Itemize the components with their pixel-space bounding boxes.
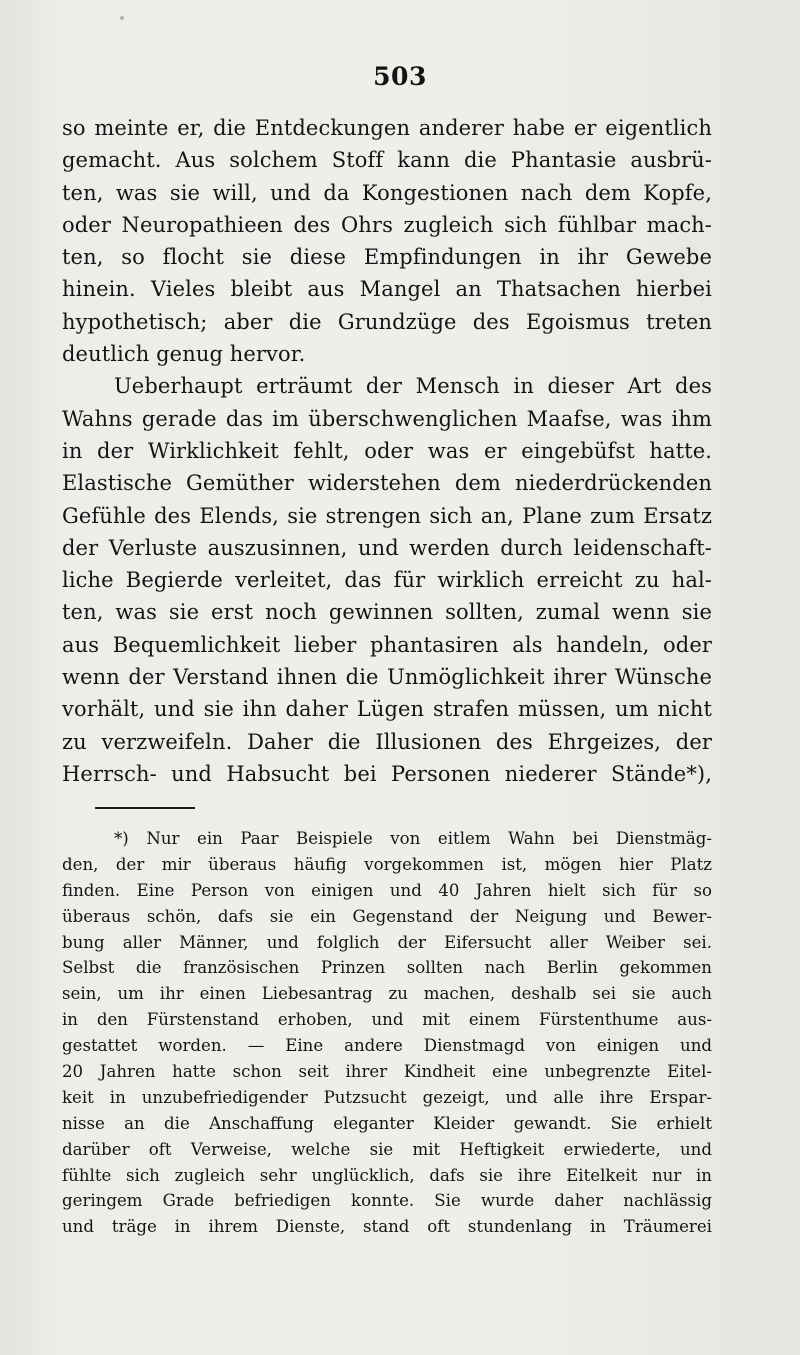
footnote-line: Selbst die französischen Prinzen sollten nach Berlin gekommen [62,958,712,978]
footnote [62,826,712,1240]
text-line: deutlich genug hervor. [62,342,306,367]
footnote-line: finden. Eine Person von einigen und 40 Jahren hielt sich für so [62,880,712,900]
text-line: ten, was sie will, und da Kongestionen nach dem Kopfe, [62,180,712,205]
footnote-line: in den Fürstenstand erhoben, und mit einem Fürstenthume aus- [62,1010,712,1030]
footnote-line: sein, um ihr einen Liebesantrag zu machen, deshalb sei sie auch [62,984,712,1004]
ink-speck [120,16,124,20]
footnote-line: überaus schön, dafs sie ein Gegenstand der Neigung und Bewer- [62,906,712,926]
footnote-line: *) Nur ein Paar Beispiele von eitlem Wahn bei Dienstmäg- [114,829,712,848]
footnote-line: 20 Jahren hatte schon seit ihrer Kindheit eine unbegrenzte Eitel- [62,1062,712,1082]
footnote-line: nisse an die Anschaffung eleganter Kleider gewandt. Sie erhielt [62,1113,712,1133]
text-line: in der Wirklichkeit fehlt, oder was er eingebüfst hatte. [62,438,712,463]
text-line: der Verluste auszusinnen, und werden durch leidenschaft- [62,535,712,560]
footnote-line: und träge in ihrem Dienste, stand oft stundenlang in Träumerei [62,1217,712,1237]
footnote-line: darüber oft Verweise, welche sie mit Heftigkeit erwiederte, und [62,1139,712,1159]
text-line: wenn der Verstand ihnen die Unmöglichkeit ihrer Wünsche [62,665,712,690]
footnote-separator [95,807,195,809]
text-line: liche Begierde verleitet, das für wirklich erreicht zu hal- [62,568,712,593]
footnote-line: bung aller Männer, und folglich der Eifersucht aller Weiber sei. [62,932,712,952]
text-line: Herrsch- und Habsucht bei Personen niederer Stände*), [62,761,712,786]
text-line: Ueberhaupt erträumt der Mensch in dieser Art des [114,374,712,399]
text-line: vorhält, und sie ihn daher Lügen strafen müssen, um nicht [62,697,712,722]
text-line: Wahns gerade das im überschwenglichen Maafse, was ihm [62,406,712,431]
text-line: hinein. Vieles bleibt aus Mangel an Thatsachen hierbei [62,277,712,302]
text-line: zu verzweifeln. Daher die Illusionen des Ehrgeizes, der [62,729,712,754]
text-line: so meinte er, die Entdeckungen anderer habe er eigentlich [62,116,712,140]
footnote-line: keit in unzubefriedigender Putzsucht gezeigt, und alle ihre Erspar- [62,1087,712,1107]
text-line: ten, so flocht sie diese Empfindungen in ihr Gewebe [62,245,712,270]
text-line: Elastische Gemüther widerstehen dem niederdrückenden [62,471,712,496]
main-text [62,112,712,790]
text-line: oder Neuropathieen des Ohrs zugleich sich fühlbar mach- [62,212,712,237]
text-line: gemacht. Aus solchem Stoff kann die Phantasie ausbrü- [62,148,712,173]
text-line: Gefühle des Elends, sie strengen sich an, Plane zum Ersatz [62,503,712,528]
text-line: hypothetisch; aber die Grundzüge des Egoismus treten [62,309,712,334]
footnote-line: den, der mir überaus häufig vorgekommen ist, mögen hier Platz [62,854,712,874]
text-line: aus Bequemlichkeit lieber phantasiren als handeln, oder [62,632,712,657]
footnote-line: geringem Grade befriedigen konnte. Sie wurde daher nachlässig [62,1191,712,1211]
footnote-line: gestattet worden. — Eine andere Dienstmagd von einigen und [62,1036,712,1056]
footnote-line: fühlte sich zugleich sehr unglücklich, dafs sie ihre Eitelkeit nur in [62,1165,712,1185]
page-number: 503 [373,62,427,91]
text-line: ten, was sie erst noch gewinnen sollten, zumal wenn sie [62,600,712,625]
